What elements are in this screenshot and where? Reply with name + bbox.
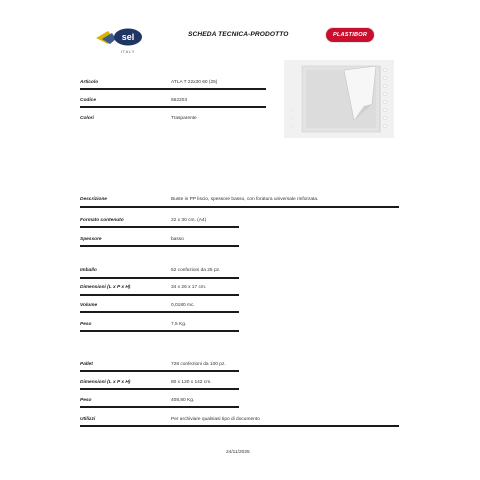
divider-spessore: [80, 245, 239, 247]
value-peso-pallet: 408,80 Kg.: [171, 398, 195, 403]
footer-date: 24/11/2025: [226, 450, 250, 455]
plastibor-logo: [326, 28, 374, 42]
divider-descrizione: [80, 206, 399, 208]
value-articolo: ATLA T 22x30 60 (25): [171, 80, 218, 85]
document-title: SCHEDA TECNICA-PRODOTTO: [188, 31, 289, 38]
divider-articolo: [80, 88, 266, 90]
product-image: [284, 60, 394, 138]
label-codice: Codice: [80, 98, 96, 103]
value-dimensioni: 34 x 26 x 17 cm.: [171, 285, 207, 290]
sel-logo-subtext: ITALY: [120, 49, 136, 54]
divider-codice: [80, 106, 266, 108]
label-spessore: Spessore: [80, 237, 102, 242]
label-colori: Colori: [80, 116, 94, 121]
label-descrizione: Descrizione: [80, 197, 107, 202]
label-articolo: Articolo: [80, 80, 99, 85]
divider-formato: [80, 226, 239, 228]
value-codice: 662203: [171, 98, 188, 103]
label-utilizzi: Utilizzi: [80, 417, 96, 422]
value-spessore: basso: [171, 237, 184, 242]
label-dimensioni: Dimensioni (L x P x H): [80, 285, 131, 290]
divider-dimensioni-pallet: [80, 388, 239, 390]
plastibor-logo-text: PLASTIBOR: [332, 32, 368, 38]
value-volume: 0,0180 mc.: [171, 303, 195, 308]
divider-volume: [80, 311, 239, 313]
value-pallet: 728 confezioni da 100 pz.: [171, 362, 226, 367]
value-descrizione: Buste in PP liscio, spessore basso, con foratura universale rinforzata.: [171, 197, 319, 202]
value-dimensioni-pallet: 80 x 120 x 142 cm.: [171, 380, 212, 385]
label-imballo: Imballo: [80, 268, 97, 273]
label-peso-pallet: Peso: [80, 398, 92, 403]
sel-logo-text: sel: [121, 32, 135, 42]
divider-peso: [80, 330, 239, 332]
value-imballo: 52 confezioni da 25 pz.: [171, 268, 221, 273]
label-pallet: Pallet: [80, 362, 93, 367]
label-peso: Peso: [80, 322, 92, 327]
divider-dimensioni: [80, 294, 239, 296]
label-dimensioni-pallet: Dimensioni (L x P x H): [80, 380, 131, 385]
divider-pallet: [80, 370, 239, 372]
value-peso: 7,5 Kg.: [171, 322, 187, 327]
divider-utilizzi: [80, 425, 399, 427]
sel-italy-logo: [94, 22, 146, 56]
value-utilizzi: Per archiviare qualsiasi tipo di documento: [171, 417, 260, 422]
divider-peso-pallet: [80, 406, 239, 408]
value-formato-contenuto: 22 x 30 cm. (A4): [171, 218, 207, 223]
label-formato-contenuto: Formato contenuto: [80, 218, 124, 223]
label-volume: Volume: [80, 303, 98, 308]
divider-imballo: [80, 277, 239, 279]
value-colori: Trasparente: [171, 116, 197, 121]
